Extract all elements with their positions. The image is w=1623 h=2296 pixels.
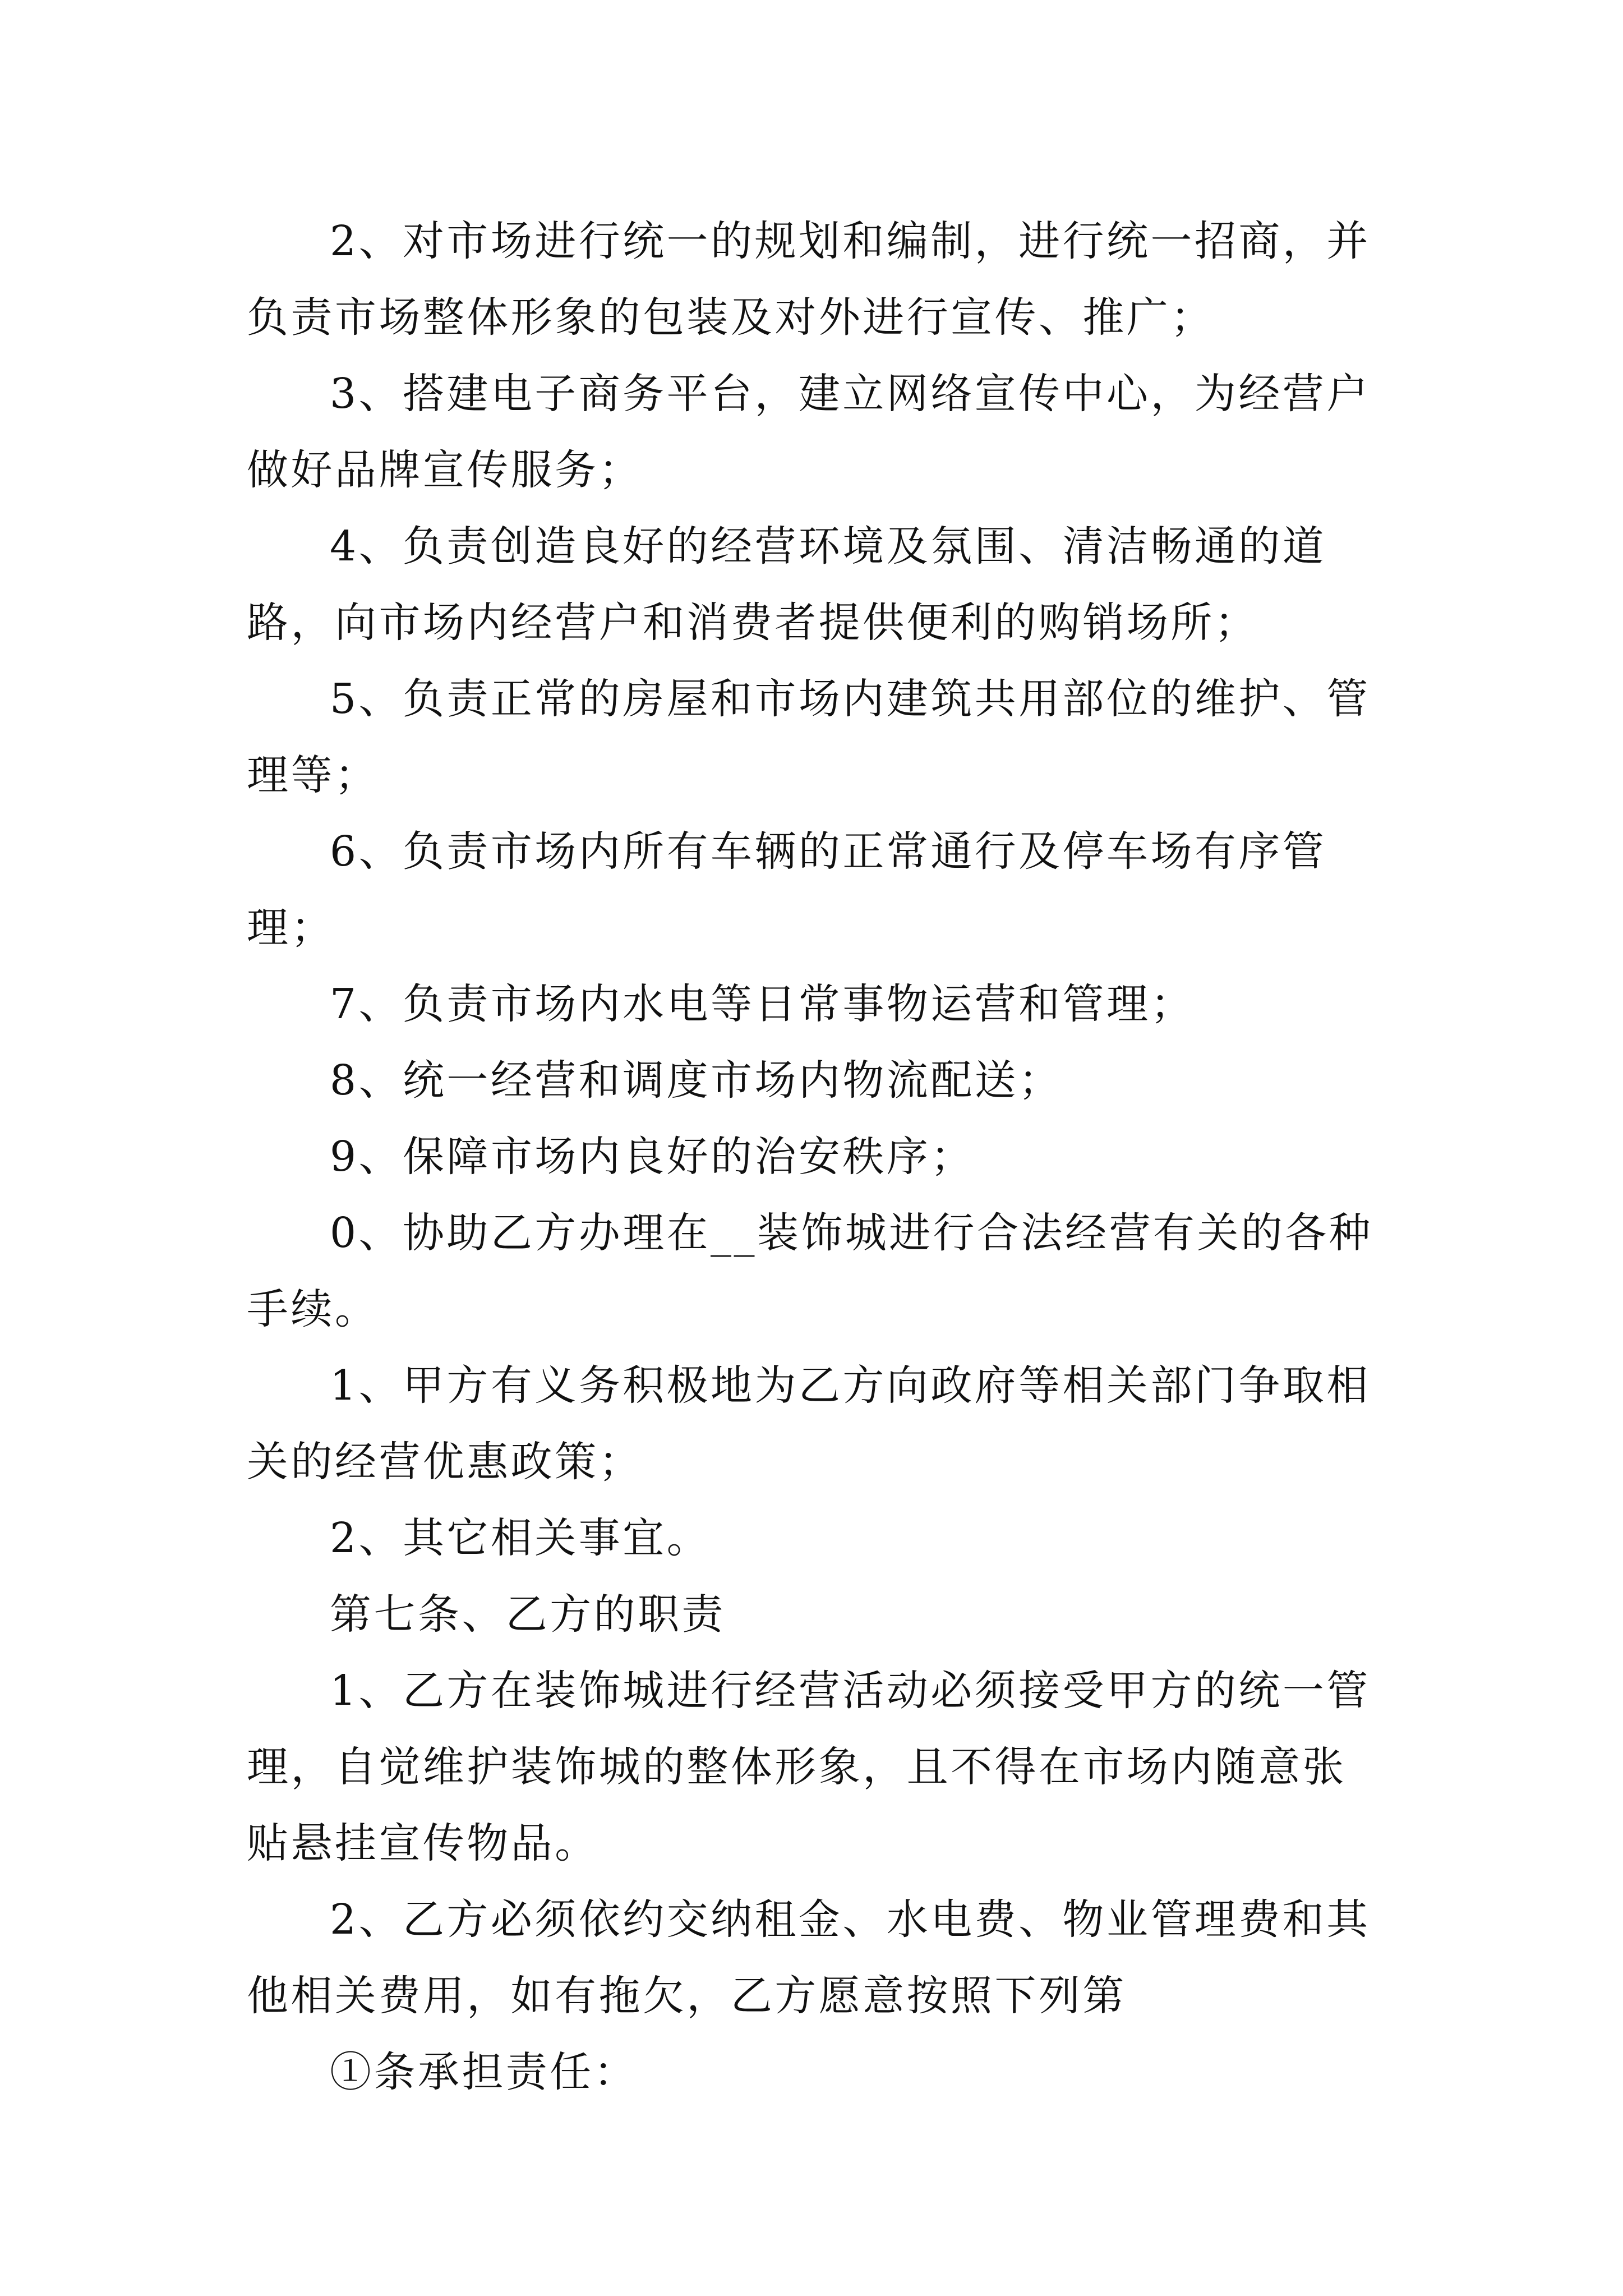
document-body xyxy=(247,203,1385,2110)
paragraph-clause-12-other: 2、其它相关事宜。 xyxy=(330,1514,711,1562)
paragraph-clause-5-maintenance: 5、负责正常的房屋和市场内建筑共用部位的维护、管理等； xyxy=(247,675,1371,799)
paragraph-liability-option: ①条承担责任： xyxy=(330,2048,638,2096)
section-heading-article-7: 第七条、乙方的职责 xyxy=(330,1590,726,1639)
paragraph-clause-4-environment: 4、负责创造良好的经营环境及氛围、清洁畅通的道路，向市场内经营户和消费者提供便利的购销场所； xyxy=(247,522,1327,647)
paragraph-clause-2-planning: 2、对市场进行统一的规划和编制，进行统一招商，并负责市场整体形象的包装及对外进行宣传、推广； xyxy=(247,217,1371,342)
paragraph-clause-8-logistics: 8、统一经营和调度市场内物流配送； xyxy=(330,1056,1063,1105)
paragraph-party-b-clause-1: 1、乙方在装饰城进行经营活动必须接受甲方的统一管理，自觉维护装饰城的整体形象，且不得在市场内随意张贴悬挂宣传物品。 xyxy=(247,1667,1371,1867)
paragraph-party-b-clause-2: 2、乙方必须依约交纳租金、水电费、物业管理费和其他相关费用，如有拖欠，乙方愿意按照下列第 xyxy=(247,1895,1371,2020)
paragraph-clause-9-security: 9、保障市场内良好的治安秩序； xyxy=(330,1133,975,1181)
paragraph-clause-7-utilities: 7、负责市场内水电等日常事物运营和管理； xyxy=(330,980,1195,1028)
paragraph-clause-6-parking: 6、负责市场内所有车辆的正常通行及停车场有序管理； xyxy=(247,827,1327,952)
paragraph-clause-11-policies: 1、甲方有义务积极地为乙方向政府等相关部门争取相关的经营优惠政策； xyxy=(247,1361,1371,1486)
paragraph-clause-10-procedures: 0、协助乙方办理在__装饰城进行合法经营有关的各种手续。 xyxy=(247,1209,1373,1333)
paragraph-clause-3-ecommerce: 3、搭建电子商务平台，建立网络宣传中心，为经营户做好品牌宣传服务； xyxy=(247,370,1371,494)
